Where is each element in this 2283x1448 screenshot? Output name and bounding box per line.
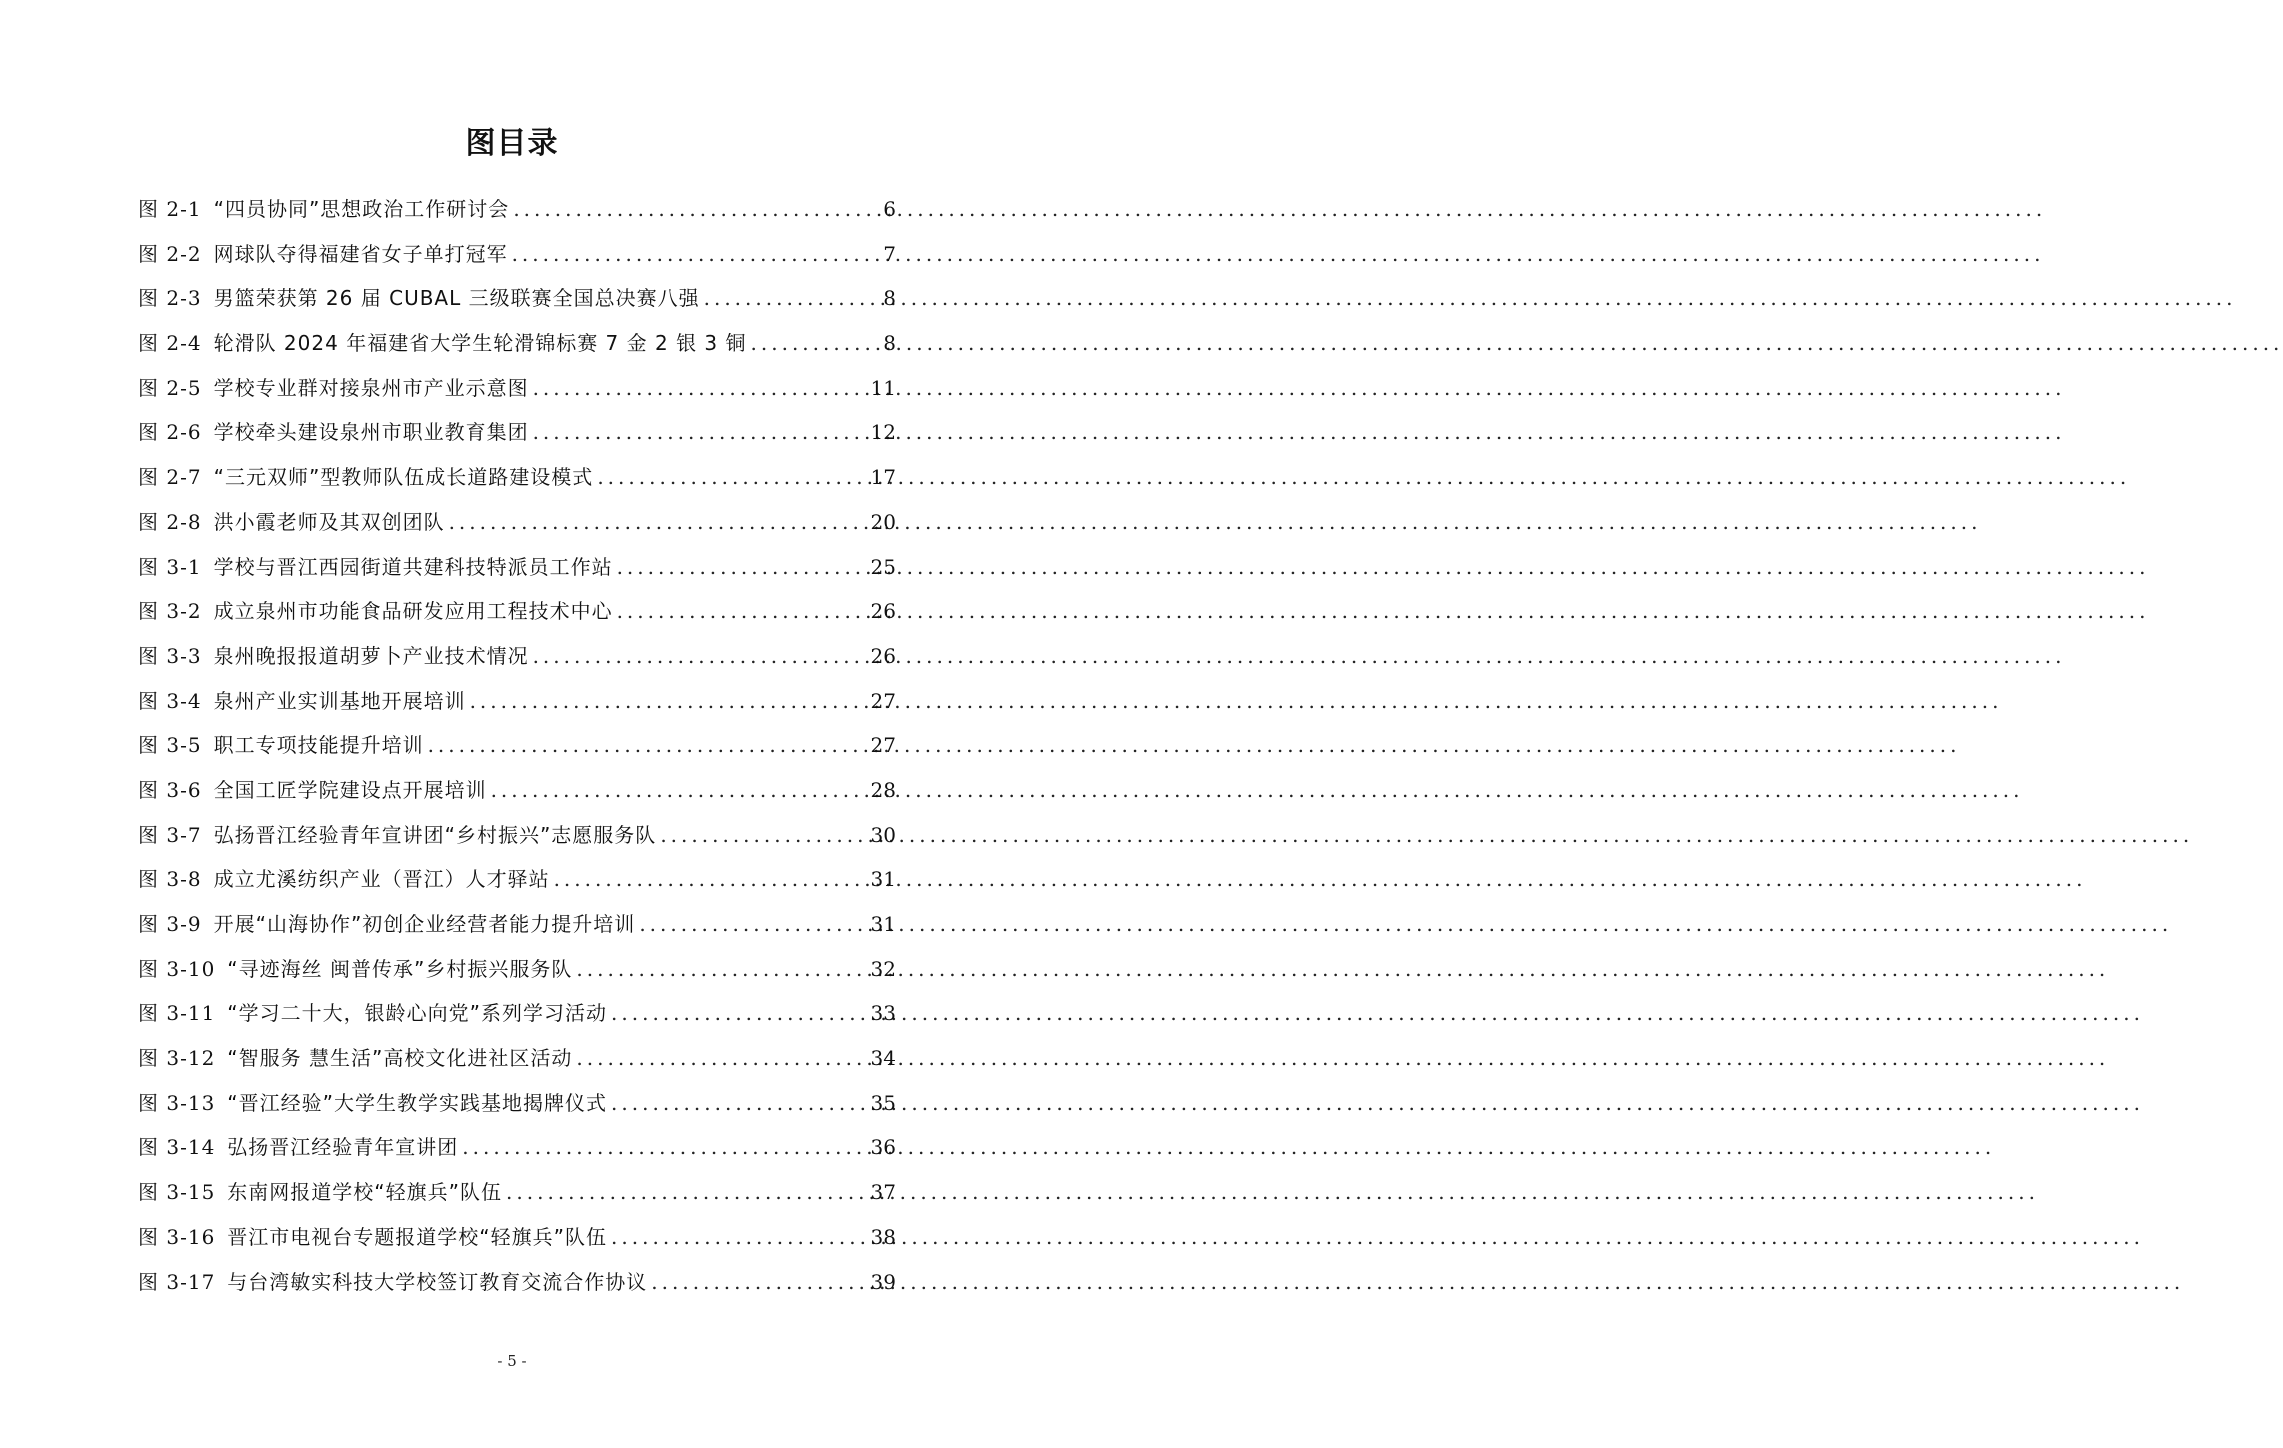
figure-label: 图 3-4 [138, 688, 202, 713]
figure-caption: 泉州晚报报道胡萝卜产业技术情况 [213, 643, 529, 668]
figure-page-number: 33 [870, 1001, 896, 1026]
figure-page-number: 31 [870, 912, 896, 936]
figure-label: 图 3-1 [138, 554, 202, 579]
dot-leader [512, 232, 878, 277]
figure-page-number: 11 [870, 375, 896, 400]
figure-caption: 职工专项技能提升培训 [213, 733, 424, 758]
dot-leader [617, 589, 867, 634]
figure-label: 图 3-11 [138, 1001, 216, 1026]
toc-entry[interactable] [138, 857, 896, 902]
figure-caption: 开展“山海协作”初创企业经营者能力提升培训 [213, 912, 636, 936]
figure-label: 图 3-14 [138, 1135, 216, 1160]
toc-entry[interactable] [138, 545, 896, 590]
toc-entry[interactable] [138, 679, 896, 724]
toc-entry[interactable] [138, 321, 896, 366]
toc-entry[interactable] [138, 589, 896, 634]
figure-page-number: 36 [870, 1135, 896, 1160]
figure-caption: 男篮荣获第 26 届 CUBAL 三级联赛全国总决赛八强 [213, 286, 700, 311]
figure-page-number: 27 [870, 733, 896, 758]
dot-leader [597, 455, 866, 500]
dot-leader [449, 500, 867, 545]
figure-label: 图 2-7 [138, 465, 202, 490]
figure-label: 图 2-8 [138, 509, 202, 534]
toc-entry[interactable] [138, 768, 896, 813]
dot-leader [576, 947, 866, 992]
figure-label: 图 3-10 [138, 956, 216, 981]
toc-entry[interactable] [138, 902, 896, 947]
figure-caption: 东南网报道学校“轻旗兵”队伍 [227, 1180, 503, 1205]
figure-label: 图 3-8 [138, 867, 202, 892]
toc-entry[interactable] [138, 813, 896, 858]
toc-entry[interactable] [138, 1125, 896, 1170]
dot-leader [704, 276, 878, 321]
figure-label: 图 2-5 [138, 375, 202, 400]
dot-leader [651, 1260, 866, 1305]
figure-label: 图 2-4 [138, 331, 202, 356]
figure-page-number: 7 [883, 241, 896, 266]
toc-entry[interactable] [138, 276, 896, 321]
page-title: 图目录 [465, 126, 559, 161]
dot-leader [513, 187, 878, 232]
figure-label: 图 2-3 [138, 286, 202, 311]
toc-entry[interactable] [138, 947, 896, 992]
dot-leader [506, 1170, 867, 1215]
toc-entry[interactable] [138, 455, 896, 500]
figure-caption: “晋江经验”大学生教学实践基地揭牌仪式 [227, 1090, 608, 1115]
figure-caption: “四员协同”思想政治工作研讨会 [213, 197, 510, 221]
figure-page-number: 26 [870, 643, 896, 668]
figure-caption: 轮滑队 2024 年福建省大学生轮滑锦标赛 7 金 2 银 3 铜 [213, 331, 747, 356]
figure-list [138, 187, 896, 1304]
toc-entry[interactable] [138, 723, 896, 768]
figure-page-number: 37 [870, 1180, 896, 1205]
figure-caption: 弘扬晋江经验青年宣讲团“乡村振兴”志愿服务队 [213, 822, 657, 847]
toc-entry[interactable] [138, 410, 896, 455]
toc-entry[interactable] [138, 187, 896, 232]
figure-caption: “学习二十大，银龄心向党”系列学习活动 [227, 1001, 608, 1026]
figure-page-number: 12 [870, 420, 896, 445]
dot-leader [533, 634, 867, 679]
figure-page-number: 31 [870, 867, 896, 892]
figure-page-number: 25 [870, 554, 896, 579]
figure-caption: 学校与晋江西园街道共建科技特派员工作站 [213, 554, 613, 579]
figure-caption: “智服务 慧生活”高校文化进社区活动 [227, 1046, 573, 1071]
figure-caption: 成立泉州市功能食品研发应用工程技术中心 [213, 599, 613, 624]
dot-leader [751, 321, 878, 366]
figure-caption: 成立尤溪纺织产业（晋江）人才驿站 [213, 867, 550, 892]
figure-label: 图 3-15 [138, 1180, 216, 1205]
figure-caption: “三元双师”型教师队伍成长道路建设模式 [213, 465, 594, 490]
figure-label: 图 2-1 [138, 197, 202, 221]
dot-leader [491, 768, 867, 813]
figure-page-number: 17 [870, 465, 896, 490]
toc-entry[interactable] [138, 1170, 896, 1215]
figure-page-number: 26 [870, 599, 896, 624]
figure-page-number: 30 [870, 822, 896, 847]
dot-leader [611, 1215, 867, 1260]
figure-caption: 学校专业群对接泉州市产业示意图 [213, 375, 529, 400]
dot-leader [611, 1081, 867, 1126]
figure-label: 图 3-16 [138, 1224, 216, 1249]
figure-caption: 全国工匠学院建设点开展培训 [213, 777, 487, 802]
figure-caption: 弘扬晋江经验青年宣讲团 [227, 1135, 459, 1160]
figure-label: 图 3-17 [138, 1269, 216, 1294]
dot-leader [617, 545, 867, 590]
figure-label: 图 3-9 [138, 912, 202, 936]
figure-page-number: 27 [870, 688, 896, 713]
dot-leader [470, 679, 867, 724]
figure-caption: 网球队夺得福建省女子单打冠军 [213, 241, 508, 266]
figure-page-number: 8 [883, 286, 896, 311]
figure-page-number: 34 [870, 1046, 896, 1071]
dot-leader [660, 813, 866, 858]
figure-label: 图 3-2 [138, 599, 202, 624]
figure-caption: “寻迹海丝 闽普传承”乡村振兴服务队 [227, 956, 573, 981]
figure-label: 图 3-12 [138, 1046, 216, 1071]
figure-page-number: 28 [870, 777, 896, 802]
dot-leader [611, 991, 867, 1036]
toc-entry[interactable] [138, 634, 896, 679]
figure-label: 图 3-13 [138, 1090, 216, 1115]
toc-entry[interactable] [138, 366, 896, 411]
toc-entry[interactable] [138, 232, 896, 277]
figure-caption: 与台湾敏实科技大学校签订教育交流合作协议 [227, 1269, 648, 1294]
page-number: - 5 - [497, 1352, 527, 1370]
figure-page-number: 35 [870, 1090, 896, 1115]
toc-entry[interactable] [138, 1260, 896, 1305]
figure-label: 图 3-3 [138, 643, 202, 668]
figure-page-number: 8 [883, 331, 896, 356]
figure-caption: 学校牵头建设泉州市职业教育集团 [213, 420, 529, 445]
toc-entry[interactable] [138, 500, 896, 545]
figure-caption: 晋江市电视台专题报道学校“轻旗兵”队伍 [227, 1224, 608, 1249]
toc-entry[interactable] [138, 1081, 896, 1126]
figure-page-number: 6 [883, 197, 896, 221]
figure-page-number: 20 [870, 509, 896, 534]
toc-entry[interactable] [138, 991, 896, 1036]
toc-entry[interactable] [138, 1036, 896, 1081]
figure-label: 图 3-6 [138, 777, 202, 802]
figure-page-number: 38 [870, 1224, 896, 1249]
figure-label: 图 3-5 [138, 733, 202, 758]
dot-leader [462, 1125, 866, 1170]
dot-leader [533, 410, 867, 455]
figure-page-number: 32 [870, 956, 896, 981]
dot-leader [639, 902, 866, 947]
toc-entry[interactable] [138, 1215, 896, 1260]
dot-leader [554, 857, 867, 902]
figure-caption: 泉州产业实训基地开展培训 [213, 688, 466, 713]
figure-label: 图 3-7 [138, 822, 202, 847]
figure-label: 图 2-2 [138, 241, 202, 266]
dot-leader [428, 723, 867, 768]
figure-page-number: 39 [870, 1269, 896, 1294]
figure-caption: 洪小霞老师及其双创团队 [213, 509, 445, 534]
figure-label: 图 2-6 [138, 420, 202, 445]
dot-leader [533, 366, 867, 411]
dot-leader [576, 1036, 866, 1081]
